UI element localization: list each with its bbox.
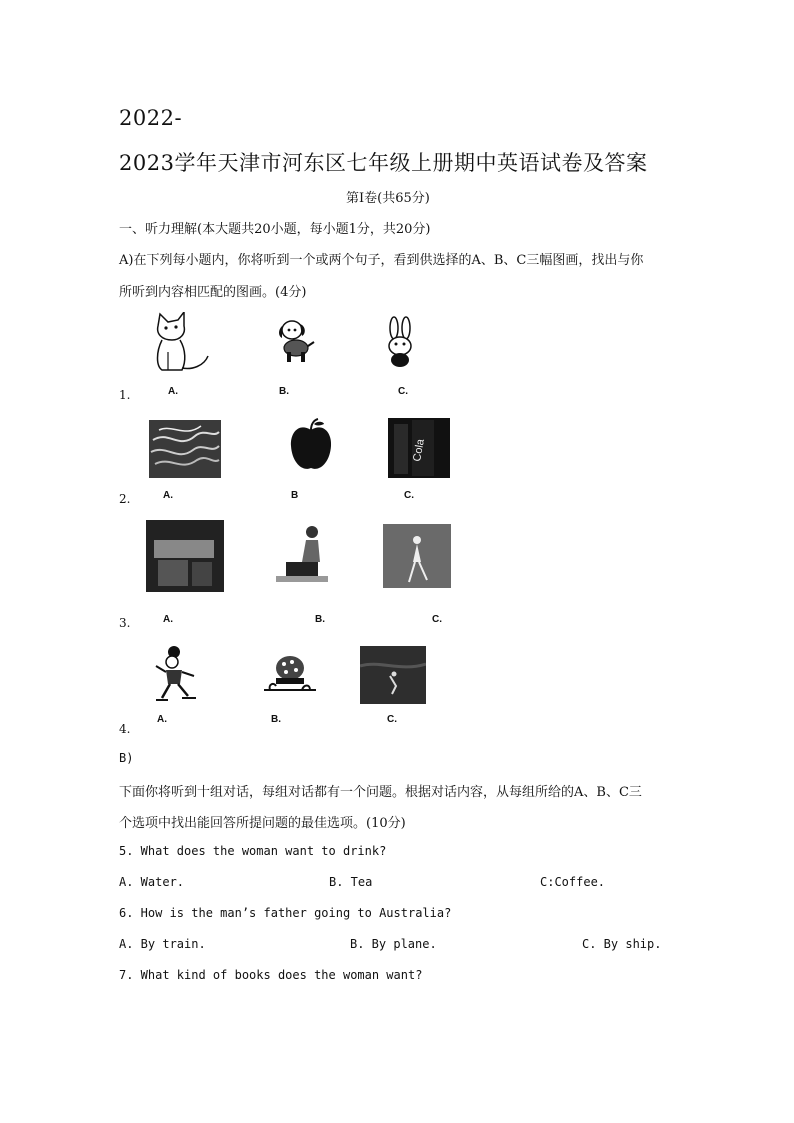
q2-label-a: A.: [163, 490, 173, 501]
q6-option-c: C. By ship.: [582, 937, 662, 951]
part1-heading: 一、听力理解(本大题共20小题，每小题1分，共20分): [119, 222, 431, 237]
skater-icon: [152, 644, 200, 704]
partA-instruction-1: A)在下列每小题内，你将听到一个或两个句子，看到供选择的A、B、C三幅图画，找出与你: [119, 253, 644, 268]
dancer-photo: [383, 524, 451, 588]
q1-label-c: C.: [398, 386, 408, 397]
q6-option-b: B. By plane.: [350, 937, 437, 951]
question-5: 5. What does the woman want to drink?: [119, 844, 387, 858]
q3-label-b: B.: [315, 614, 325, 625]
q2-label-b: B: [291, 490, 299, 501]
partB-instruction-1: 下面你将听到十组对话，每组对话都有一个问题。根据对话内容，从每组所给的A、B、C三: [119, 785, 642, 800]
q4-label-c: C.: [387, 714, 397, 725]
title-line-1: 2022-: [119, 106, 183, 130]
dog-icon: [276, 318, 316, 364]
cola-text: Cola: [411, 438, 427, 463]
section-heading: 第Ⅰ卷(共65分): [346, 191, 430, 206]
q3-label-c: C.: [432, 614, 442, 625]
q6-option-a: A. By train.: [119, 937, 206, 951]
q1-label-a: A.: [168, 386, 178, 397]
apple-icon: [288, 418, 334, 474]
q4-number: 4.: [119, 722, 131, 736]
title-line-2: 2023学年天津市河东区七年级上册期中英语试卷及答案: [119, 151, 648, 175]
question-6: 6. How is the man’s father going to Australia?: [119, 906, 452, 920]
cake-icon: [262, 652, 318, 700]
q5-option-b: B. Tea: [329, 875, 373, 889]
q2-label-c: C.: [404, 490, 414, 501]
rabbit-icon: [380, 316, 420, 368]
q2-number: 2.: [119, 492, 131, 506]
q1-label-b: B.: [279, 386, 289, 397]
girl-reading-photo: [272, 522, 332, 586]
cat-icon: [148, 312, 212, 374]
q4-label-a: A.: [157, 714, 167, 725]
partA-instruction-2: 所听到内容相匹配的图画。(4分): [119, 285, 307, 300]
partB-label: B): [119, 751, 134, 765]
room-photo: [146, 520, 224, 592]
noodles-photo: [149, 420, 221, 478]
q3-number: 3.: [119, 616, 131, 630]
night-photo: [360, 646, 426, 704]
q5-option-c: C:Coffee.: [540, 875, 606, 889]
question-7: 7. What kind of books does the woman want?: [119, 968, 423, 982]
q4-label-b: B.: [271, 714, 281, 725]
cola-photo: [388, 418, 450, 478]
q5-option-a: A. Water.: [119, 875, 185, 889]
q3-label-a: A.: [163, 614, 173, 625]
q1-number: 1.: [119, 388, 131, 402]
partB-instruction-2: 个选项中找出能回答所提问题的最佳选项。(10分): [119, 816, 406, 831]
